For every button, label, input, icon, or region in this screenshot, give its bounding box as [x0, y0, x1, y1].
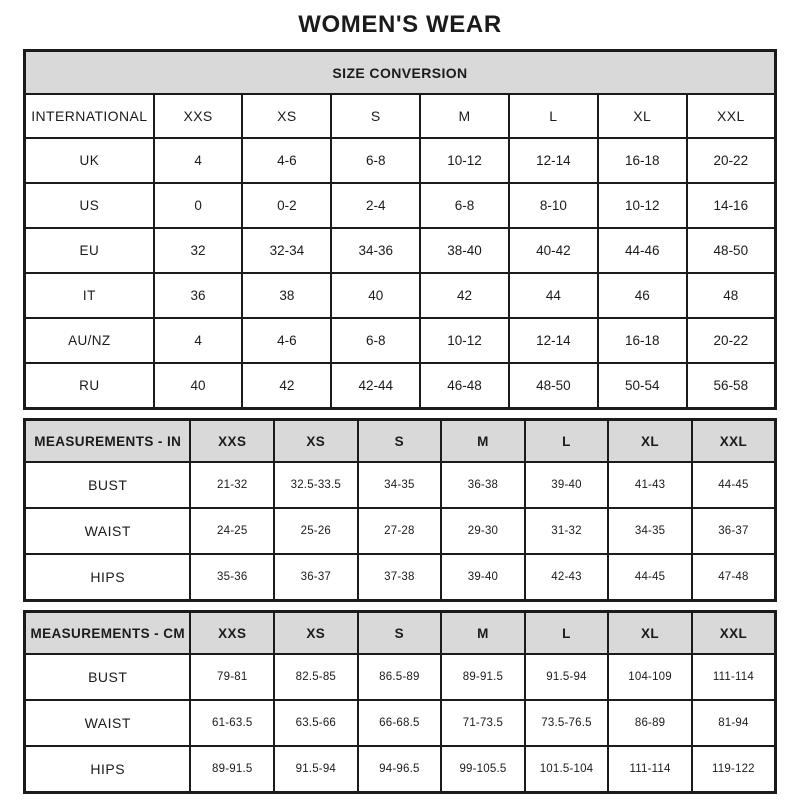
size-value-cell: 44	[509, 273, 598, 318]
row-label: RU	[25, 363, 154, 409]
size-value-cell: 101.5-104	[525, 746, 609, 793]
size-value-cell: 61-63.5	[190, 700, 274, 746]
size-conversion-body	[25, 138, 776, 409]
size-value-cell: 10-12	[598, 183, 687, 228]
size-value-cell: 40	[154, 363, 243, 409]
table-title-cell: MEASUREMENTS - CM	[25, 612, 191, 655]
size-column-header: L	[525, 420, 609, 463]
size-value-cell: 71-73.5	[441, 700, 525, 746]
size-value-cell: 36-37	[692, 508, 776, 554]
size-value-cell: 48-50	[687, 228, 776, 273]
row-label: EU	[25, 228, 154, 273]
size-value-cell: 46	[598, 273, 687, 318]
size-value-cell: 37-38	[358, 554, 442, 601]
size-value-cell: 89-91.5	[441, 654, 525, 700]
size-column-header: S	[358, 612, 442, 655]
size-value-cell: 0-2	[242, 183, 331, 228]
size-value-cell: 91.5-94	[274, 746, 358, 793]
size-value-cell: 32	[154, 228, 243, 273]
row-label: UK	[25, 138, 154, 183]
size-column-header: S	[331, 94, 420, 138]
table-row	[25, 746, 776, 793]
size-value-cell: 86.5-89	[358, 654, 442, 700]
size-value-cell: 94-96.5	[358, 746, 442, 793]
size-column-header: XXL	[692, 420, 776, 463]
table-row	[25, 462, 776, 508]
size-value-cell: 38	[242, 273, 331, 318]
size-value-cell: 81-94	[692, 700, 776, 746]
size-value-cell: 34-35	[358, 462, 442, 508]
table-row	[25, 700, 776, 746]
size-value-cell: 42-44	[331, 363, 420, 409]
table-row	[25, 363, 776, 409]
size-value-cell: 119-122	[692, 746, 776, 793]
size-value-cell: 104-109	[608, 654, 692, 700]
size-value-cell: 21-32	[190, 462, 274, 508]
size-value-cell: 36	[154, 273, 243, 318]
row-label: US	[25, 183, 154, 228]
size-value-cell: 4	[154, 138, 243, 183]
row-label: WAIST	[25, 700, 191, 746]
size-value-cell: 20-22	[687, 318, 776, 363]
size-value-cell: 46-48	[420, 363, 509, 409]
size-value-cell: 82.5-85	[274, 654, 358, 700]
size-value-cell: 44-45	[692, 462, 776, 508]
table-title-cell: INTERNATIONAL	[25, 94, 154, 138]
size-value-cell: 20-22	[687, 138, 776, 183]
size-column-header: M	[441, 420, 525, 463]
size-value-cell: 12-14	[509, 138, 598, 183]
size-value-cell: 44-45	[608, 554, 692, 601]
size-value-cell: 36-37	[274, 554, 358, 601]
row-label: BUST	[25, 654, 191, 700]
row-label: HIPS	[25, 554, 191, 601]
table-row	[25, 554, 776, 601]
size-value-cell: 27-28	[358, 508, 442, 554]
row-label: HIPS	[25, 746, 191, 793]
size-value-cell: 8-10	[509, 183, 598, 228]
size-value-cell: 14-16	[687, 183, 776, 228]
measurements-cm-table	[23, 610, 777, 794]
size-value-cell: 4-6	[242, 318, 331, 363]
size-value-cell: 16-18	[598, 318, 687, 363]
size-value-cell: 10-12	[420, 138, 509, 183]
size-value-cell: 40-42	[509, 228, 598, 273]
size-value-cell: 32-34	[242, 228, 331, 273]
size-value-cell: 4-6	[242, 138, 331, 183]
size-value-cell: 6-8	[331, 318, 420, 363]
measurements-cm-body	[25, 654, 776, 793]
size-column-header: L	[525, 612, 609, 655]
size-value-cell: 24-25	[190, 508, 274, 554]
page-title: WOMEN'S WEAR	[298, 11, 502, 38]
size-value-cell: 0	[154, 183, 243, 228]
size-column-header: M	[441, 612, 525, 655]
measurements-in-table	[23, 418, 777, 602]
size-conversion-banner: SIZE CONVERSION	[25, 51, 776, 95]
size-value-cell: 38-40	[420, 228, 509, 273]
measurements-in-body	[25, 462, 776, 601]
size-column-header: XL	[608, 420, 692, 463]
size-value-cell: 111-114	[692, 654, 776, 700]
size-value-cell: 2-4	[331, 183, 420, 228]
column-header-row	[25, 612, 776, 655]
table-title-cell: MEASUREMENTS - IN	[25, 420, 191, 463]
table-row	[25, 228, 776, 273]
size-column-header: XXS	[154, 94, 243, 138]
column-header-row	[25, 94, 776, 138]
size-column-header: XS	[274, 612, 358, 655]
size-value-cell: 12-14	[509, 318, 598, 363]
table-row	[25, 183, 776, 228]
size-value-cell: 31-32	[525, 508, 609, 554]
size-value-cell: 35-36	[190, 554, 274, 601]
size-column-header: S	[358, 420, 442, 463]
row-label: IT	[25, 273, 154, 318]
size-value-cell: 40	[331, 273, 420, 318]
size-value-cell: 25-26	[274, 508, 358, 554]
size-value-cell: 48-50	[509, 363, 598, 409]
size-value-cell: 42	[420, 273, 509, 318]
size-value-cell: 89-91.5	[190, 746, 274, 793]
size-value-cell: 29-30	[441, 508, 525, 554]
size-value-cell: 63.5-66	[274, 700, 358, 746]
size-value-cell: 32.5-33.5	[274, 462, 358, 508]
size-value-cell: 79-81	[190, 654, 274, 700]
size-value-cell: 91.5-94	[525, 654, 609, 700]
size-value-cell: 6-8	[420, 183, 509, 228]
size-value-cell: 34-36	[331, 228, 420, 273]
size-value-cell: 4	[154, 318, 243, 363]
size-value-cell: 39-40	[525, 462, 609, 508]
size-value-cell: 42-43	[525, 554, 609, 601]
size-value-cell: 42	[242, 363, 331, 409]
table-row	[25, 273, 776, 318]
row-label: AU/NZ	[25, 318, 154, 363]
table-row	[25, 318, 776, 363]
row-label: BUST	[25, 462, 191, 508]
size-conversion-table	[23, 49, 777, 410]
column-header-row	[25, 420, 776, 463]
size-value-cell: 41-43	[608, 462, 692, 508]
size-value-cell: 99-105.5	[441, 746, 525, 793]
size-column-header: XS	[242, 94, 331, 138]
row-label: WAIST	[25, 508, 191, 554]
size-value-cell: 66-68.5	[358, 700, 442, 746]
size-column-header: XXL	[692, 612, 776, 655]
table-row	[25, 508, 776, 554]
size-value-cell: 86-89	[608, 700, 692, 746]
size-value-cell: 111-114	[608, 746, 692, 793]
size-value-cell: 50-54	[598, 363, 687, 409]
size-value-cell: 47-48	[692, 554, 776, 601]
size-column-header: XXS	[190, 612, 274, 655]
size-value-cell: 73.5-76.5	[525, 700, 609, 746]
size-value-cell: 10-12	[420, 318, 509, 363]
size-value-cell: 44-46	[598, 228, 687, 273]
size-column-header: XL	[608, 612, 692, 655]
size-column-header: M	[420, 94, 509, 138]
size-value-cell: 6-8	[331, 138, 420, 183]
size-column-header: XS	[274, 420, 358, 463]
size-value-cell: 39-40	[441, 554, 525, 601]
size-value-cell: 56-58	[687, 363, 776, 409]
size-column-header: XXL	[687, 94, 776, 138]
size-column-header: L	[509, 94, 598, 138]
size-value-cell: 36-38	[441, 462, 525, 508]
banner-row	[25, 51, 776, 95]
size-column-header: XL	[598, 94, 687, 138]
table-row	[25, 138, 776, 183]
size-value-cell: 48	[687, 273, 776, 318]
size-value-cell: 34-35	[608, 508, 692, 554]
size-column-header: XXS	[190, 420, 274, 463]
size-value-cell: 16-18	[598, 138, 687, 183]
table-row	[25, 654, 776, 700]
